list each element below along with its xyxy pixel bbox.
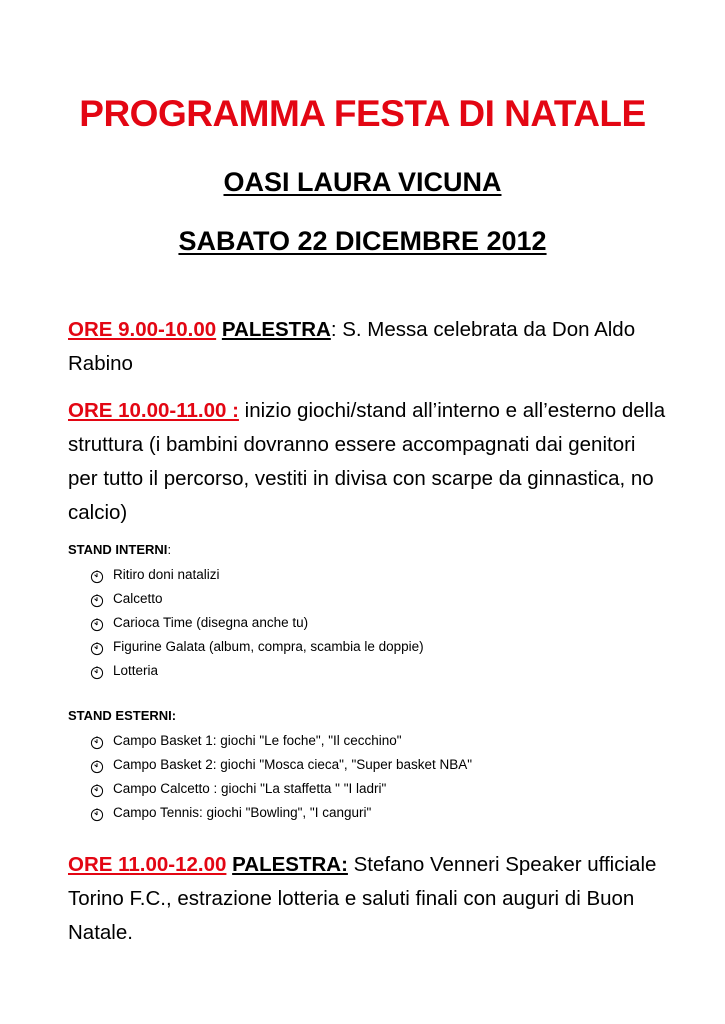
- stand-esterni-heading: STAND ESTERNI:: [68, 708, 177, 723]
- list-item-label: Calcetto: [113, 591, 163, 606]
- list-item: [90, 635, 424, 659]
- list-item-label: Ritiro doni natalizi: [113, 567, 220, 582]
- clock-icon: [90, 734, 104, 748]
- clock-icon: [90, 616, 104, 630]
- list-item: [90, 563, 424, 587]
- stand-interni-label: STAND INTERNI: [68, 542, 168, 557]
- venue-subtitle: OASI LAURA VICUNA: [223, 167, 502, 197]
- stand-interni-heading: [68, 541, 171, 559]
- list-item: [90, 777, 472, 801]
- stand-esterni-list: [90, 729, 472, 825]
- schedule-block-3: [68, 848, 668, 950]
- stand-interni-colon: :: [167, 542, 172, 557]
- list-item: [90, 753, 472, 777]
- list-item-label: Campo Basket 2: giochi "Mosca cieca", "Super basket NBA": [113, 757, 473, 772]
- time-label-3: ORE 11.00-12.00: [68, 853, 227, 876]
- list-item-label: Figurine Galata (album, compra, scambia le doppie): [113, 639, 424, 654]
- schedule-block-2: [68, 394, 668, 530]
- list-item: [90, 659, 424, 683]
- description-1: S. Messa celebrata da Don Aldo Rabino: [68, 318, 636, 375]
- list-item-label: Campo Calcetto : giochi "La staffetta " "I ladri": [113, 781, 387, 796]
- list-item-label: Campo Basket 1: giochi "Le foche", "Il cecchino": [113, 733, 402, 748]
- page-title: PROGRAMMA FESTA DI NATALE: [79, 93, 646, 134]
- list-item: [90, 729, 472, 753]
- clock-icon: [90, 758, 104, 772]
- list-item: [90, 611, 424, 635]
- separator-1: :: [330, 318, 343, 341]
- date-subtitle: SABATO 22 DICEMBRE 2012: [178, 226, 547, 256]
- clock-icon: [90, 664, 104, 678]
- time-label-1: ORE 9.00-10.00: [68, 318, 217, 341]
- schedule-block-1: [68, 313, 668, 381]
- description-3: Stefano Venneri Speaker ufficiale Torino F.C., estrazione lotteria e saluti finali con auguri di Buon Natale.: [68, 853, 657, 944]
- description-2: inizio giochi/stand all’interno e all’esterno della struttura (i bambini dovranno essere accompagnati dai genitori per tutto il percorso, vestiti in divisa con scarpe da ginnastica, no calcio): [68, 399, 666, 524]
- list-item: [90, 587, 424, 611]
- list-item-label: Lotteria: [113, 663, 159, 678]
- clock-icon: [90, 592, 104, 606]
- place-label-1: PALESTRA: [221, 318, 331, 341]
- time-label-2: ORE 10.00-11.00 :: [68, 399, 239, 422]
- clock-icon: [90, 568, 104, 582]
- clock-icon: [90, 640, 104, 654]
- place-label-3: PALESTRA:: [232, 853, 348, 876]
- list-item: [90, 801, 472, 825]
- list-item-label: Campo Tennis: giochi "Bowling", "I canguri": [113, 805, 372, 820]
- clock-icon: [90, 782, 104, 796]
- list-item-label: Carioca Time (disegna anche tu): [113, 615, 309, 630]
- clock-icon: [90, 806, 104, 820]
- stand-interni-list: [90, 563, 424, 683]
